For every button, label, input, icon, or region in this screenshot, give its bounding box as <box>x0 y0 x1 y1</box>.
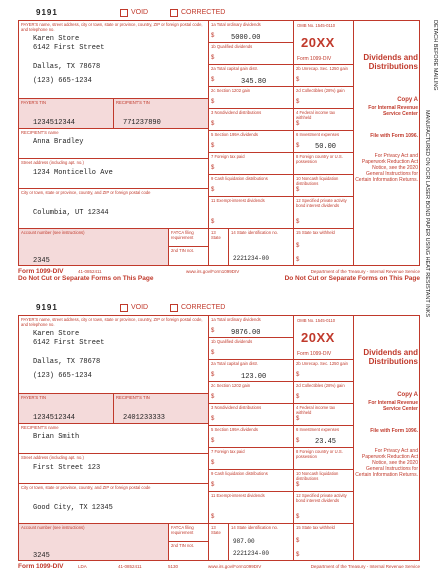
box-2b[interactable] <box>294 360 354 382</box>
payer-phone: (123) 665-1234 <box>33 77 92 85</box>
box-15-label: 15 State tax withheld <box>296 525 335 530</box>
dollar-sign: $ <box>211 438 215 444</box>
city-value: Columbia, UT 12344 <box>33 209 109 217</box>
dollar-sign: $ <box>211 394 215 400</box>
side-margin-text <box>422 10 442 570</box>
file-with: File with Form 1096. <box>370 133 418 139</box>
box-2d-label: 2d Collectibles (28%) gain <box>296 88 345 93</box>
void-checkbox[interactable] <box>120 304 128 312</box>
box-2d-label: 2d Collectibles (28%) gain <box>296 383 345 388</box>
form-name: Form 1099-DIV <box>297 351 332 357</box>
dollar-sign: $ <box>211 143 215 149</box>
box-3-label: 3 Nondividend distributions <box>211 110 262 115</box>
recipient-tin-value: 771237890 <box>123 119 161 127</box>
street-label: Street address (including apt. no.) <box>21 160 84 165</box>
footer-url: www.irs.gov/Form1099DIV <box>208 564 262 569</box>
dollar-sign: $ <box>296 394 300 400</box>
box-2c[interactable] <box>209 382 294 404</box>
footer-form: Form 1099-DIV <box>18 563 64 570</box>
recipient-tin-label: RECIPIENT'S TIN <box>116 395 150 400</box>
dollar-sign: $ <box>211 350 215 356</box>
box-2d[interactable] <box>294 87 354 109</box>
omb-number: OMB No. 1545-0110 <box>297 318 336 323</box>
box-1a-label: 1a Total ordinary dividends <box>211 317 261 322</box>
cut-notice-right: Do Not Cut or Separate Forms on This Page <box>284 275 420 282</box>
form-1099-div-first <box>6 8 420 280</box>
payer-phone: (123) 665-1234 <box>33 372 92 380</box>
box-2a-label: 2a Total capital gain distr. <box>211 66 258 71</box>
dollar-sign: $ <box>296 552 300 558</box>
form-grid <box>18 20 420 266</box>
box-1a-value: 5000.00 <box>231 34 261 42</box>
fatca-label: FATCA filing requirement <box>171 525 194 535</box>
box-5[interactable] <box>209 426 294 448</box>
box-11-label: 11 Exempt-interest dividends <box>211 198 265 203</box>
dollar-sign: $ <box>296 121 300 127</box>
dollar-sign: $ <box>296 372 300 378</box>
account-label: Account number (see instructions) <box>21 525 85 530</box>
box-5[interactable] <box>209 131 294 153</box>
tax-year: 20XX <box>301 35 335 50</box>
box-8[interactable] <box>294 153 354 175</box>
recipient-name: Brian Smith <box>33 433 80 441</box>
form-title: Dividends and Distributions <box>363 53 418 71</box>
dollar-sign: $ <box>211 165 215 171</box>
dollar-sign: $ <box>211 482 215 488</box>
dollar-sign: $ <box>211 328 215 334</box>
footer-num: 5130 <box>168 564 179 569</box>
box-7[interactable] <box>209 153 294 175</box>
tax-year: 20XX <box>301 330 335 345</box>
box-9-label: 9 Cash liquidation distributions <box>211 471 268 476</box>
account-value: 2345 <box>33 257 50 265</box>
void-checkbox[interactable] <box>120 9 128 17</box>
box-1a-value: 9876.00 <box>231 329 261 337</box>
dollar-sign: $ <box>296 438 300 444</box>
payer-label: PAYER'S name, street address, city or town, state or province, country, ZIP or foreign postal code, and telephone no. <box>21 22 203 32</box>
box-11[interactable] <box>209 492 294 524</box>
cut-notice-left: Do Not Cut or Separate Forms on This Page <box>18 275 154 282</box>
city-value: Good City, TX 12345 <box>33 504 113 512</box>
fatca-label: FATCA filing requirement <box>171 230 194 240</box>
payer-name: Karen Store <box>33 330 80 338</box>
box-14-label: 14 State identification no. <box>231 230 279 235</box>
box-12[interactable] <box>294 492 354 524</box>
dollar-sign: $ <box>296 187 300 193</box>
box-2b-label: 2b Unrecap. Sec. 1250 gain <box>296 361 348 366</box>
form-code: 9191 <box>36 8 58 17</box>
box-14-value: 2221234-00 <box>233 255 270 262</box>
box-9[interactable] <box>209 175 294 197</box>
dollar-sign: $ <box>211 416 215 422</box>
dollar-sign: $ <box>211 219 215 225</box>
box-1b-label: 1b Qualified dividends <box>211 339 253 344</box>
box-13[interactable] <box>209 524 229 561</box>
void-label: VOID <box>131 304 149 311</box>
street-value: 1234 Monticello Ave <box>33 169 113 177</box>
box-6-label: 6 Investment expenses <box>296 427 340 432</box>
omb-number: OMB No. 1545-0110 <box>297 23 336 28</box>
box-11-label: 11 Exempt-interest dividends <box>211 493 265 498</box>
box-2b-label: 2b Unrecap. Sec. 1250 gain <box>296 66 348 71</box>
payer-street: 6142 First Street <box>33 339 105 347</box>
dollar-sign: $ <box>211 187 215 193</box>
form-title: Dividends and Distributions <box>363 348 418 366</box>
manufactured-text: MANUFACTURED ON OCR LASER BOND PAPER USING HEAT RESISTANT INKS <box>424 110 430 317</box>
tin2-label: 2nd TIN not. <box>171 543 194 548</box>
recipient-name-label: RECIPIENT'S name <box>21 425 59 430</box>
dollar-sign: $ <box>211 514 215 520</box>
cut-notice-row <box>18 275 420 282</box>
tin2-box[interactable] <box>169 542 209 561</box>
box-8-label: 8 Foreign country or U.S. possession <box>296 154 343 164</box>
payer-city: Dallas, TX 78678 <box>33 63 101 71</box>
box-2a-label: 2a Total capital gain distr. <box>211 361 258 366</box>
footer-form: Form 1099-DIV <box>18 268 64 275</box>
box-4[interactable] <box>294 404 354 426</box>
recipient-tin-value: 2401233333 <box>123 414 166 422</box>
box-2c-label: 2c Section 1202 gain <box>211 383 251 388</box>
box-12-value: 987.00 <box>233 538 255 545</box>
account-value: 3245 <box>33 552 50 560</box>
dollar-sign: $ <box>211 77 215 83</box>
box-5-label: 5 Section 199A dividends <box>211 427 259 432</box>
dollar-sign: $ <box>296 514 300 520</box>
box-7-label: 7 Foreign tax paid <box>211 449 245 454</box>
box-12-label: 12 Specified private activity bond interest dividends <box>296 493 347 503</box>
recipient-name: Anna Bradley <box>33 138 84 146</box>
fatca-box[interactable] <box>169 229 209 247</box>
box-6-value: 23.45 <box>315 438 337 446</box>
dollar-sign: $ <box>296 143 300 149</box>
form-code: 9191 <box>36 303 58 312</box>
box-10[interactable] <box>294 175 354 197</box>
payer-city: Dallas, TX 78678 <box>33 358 101 366</box>
box-10[interactable] <box>294 470 354 492</box>
dollar-sign: $ <box>211 33 215 39</box>
dollar-sign: $ <box>296 77 300 83</box>
box-10-label: 10 Noncash liquidation distributions <box>296 176 339 186</box>
copy-a: Copy A <box>397 392 418 398</box>
corrected-checkbox[interactable] <box>170 304 178 312</box>
box-2c[interactable] <box>209 87 294 109</box>
footer-cat: 41-0852411 <box>118 564 142 569</box>
account-label: Account number (see instructions) <box>21 230 85 235</box>
tin2-label: 2nd TIN not. <box>171 248 194 253</box>
copy-for: For Internal Revenue Service Center <box>368 105 418 117</box>
footer-url: www.irs.gov/Form1099DIV <box>186 269 240 274</box>
box-12-label: 12 Specified private activity bond interest dividends <box>296 198 347 208</box>
box-7-label: 7 Foreign tax paid <box>211 154 245 159</box>
box-1b-label: 1b Qualified dividends <box>211 44 253 49</box>
box-3[interactable] <box>209 404 294 426</box>
box-10-label: 10 Noncash liquidation distributions <box>296 471 339 481</box>
box-9[interactable] <box>209 470 294 492</box>
box-6-label: 6 Investment expenses <box>296 132 340 137</box>
box-1a-label: 1a Total ordinary dividends <box>211 22 261 27</box>
box-2b[interactable] <box>294 65 354 87</box>
street-label: Street address (including apt. no.) <box>21 455 84 460</box>
corrected-label: CORRECTED <box>181 9 226 16</box>
form-1099-div-second <box>6 303 420 575</box>
box-2c-label: 2c Section 1202 gain <box>211 88 251 93</box>
box-11[interactable] <box>209 197 294 229</box>
box-13-label: 13 State <box>211 525 221 535</box>
box-4-label: 4 Federal income tax withheld <box>296 110 336 120</box>
box-13-label: 13 State <box>211 230 221 240</box>
box-2d[interactable] <box>294 382 354 404</box>
box-15[interactable] <box>294 524 354 561</box>
footer-lda: LDA <box>78 564 87 569</box>
copy-a: Copy A <box>397 97 418 103</box>
payer-box[interactable] <box>19 316 209 394</box>
footer-cat: 41-0852411 <box>78 269 102 274</box>
footer-dept: Department of the Treasury - Internal Revenue Service <box>310 269 420 274</box>
dollar-sign: $ <box>296 482 300 488</box>
box-4-label: 4 Federal income tax withheld <box>296 405 336 415</box>
box-1b[interactable] <box>209 43 294 65</box>
dollar-sign: $ <box>296 243 300 249</box>
tin2-box[interactable] <box>169 247 209 266</box>
dollar-sign: $ <box>296 257 300 263</box>
box-15-label: 15 State tax withheld <box>296 230 335 235</box>
dollar-sign: $ <box>211 55 215 61</box>
payer-box[interactable] <box>19 21 209 99</box>
dollar-sign: $ <box>296 219 300 225</box>
box-13[interactable] <box>209 229 229 266</box>
street-value: First Street 123 <box>33 464 101 472</box>
box-14-value: 2221234-00 <box>233 550 270 557</box>
detach-text: DETACH BEFORE MAILING <box>432 20 438 91</box>
form-grid <box>18 315 420 561</box>
corrected-checkbox[interactable] <box>170 9 178 17</box>
payer-tin-value: 1234512344 <box>33 119 76 127</box>
dollar-sign: $ <box>296 538 300 544</box>
fatca-box[interactable] <box>169 524 209 542</box>
footer-dept: Department of the Treasury - Internal Revenue Service <box>310 564 420 569</box>
box-9-label: 9 Cash liquidation distributions <box>211 176 268 181</box>
recipient-tin-label: RECIPIENT'S TIN <box>116 100 150 105</box>
box-8-label: 8 Foreign country or U.S. possession <box>296 449 343 459</box>
box-1b[interactable] <box>209 338 294 360</box>
payer-tin-label: PAYER'S TIN <box>21 100 46 105</box>
box-15[interactable] <box>294 229 354 266</box>
box-7[interactable] <box>209 448 294 470</box>
dollar-sign: $ <box>211 460 215 466</box>
box-5-label: 5 Section 199A dividends <box>211 132 259 137</box>
box-2a-value: 123.00 <box>241 373 267 381</box>
box-4[interactable] <box>294 109 354 131</box>
box-3-label: 3 Nondividend distributions <box>211 405 262 410</box>
privacy-notice: For Privacy Act and Paperwork Reduction Act Notice, see the 2020 General Instructions for Certain Information Returns. <box>355 448 418 478</box>
box-14-label: 14 State identification no. <box>231 525 279 530</box>
dollar-sign: $ <box>211 121 215 127</box>
box-3[interactable] <box>209 109 294 131</box>
privacy-notice: For Privacy Act and Paperwork Reduction Act Notice, see the 2020 General Instructions for Certain Information Returns. <box>355 153 418 183</box>
form-name: Form 1099-DIV <box>297 56 332 62</box>
dollar-sign: $ <box>296 99 300 105</box>
payer-tin-value: 1234512344 <box>33 414 76 422</box>
box-2a-value: 345.80 <box>241 78 267 86</box>
copy-for: For Internal Revenue Service Center <box>368 400 418 412</box>
dollar-sign: $ <box>211 99 215 105</box>
dollar-sign: $ <box>296 416 300 422</box>
box-6-value: 50.00 <box>315 143 337 151</box>
city-label: City or town, state or province, country, and ZIP or foreign postal code <box>21 190 151 195</box>
box-8[interactable] <box>294 448 354 470</box>
file-with: File with Form 1096. <box>370 428 418 434</box>
dollar-sign: $ <box>211 372 215 378</box>
box-12[interactable] <box>294 197 354 229</box>
corrected-label: CORRECTED <box>181 304 226 311</box>
void-label: VOID <box>131 9 149 16</box>
payer-name: Karen Store <box>33 35 80 43</box>
payer-label: PAYER'S name, street address, city or town, state or province, country, ZIP or foreign postal code, and telephone no. <box>21 317 203 327</box>
payer-tin-label: PAYER'S TIN <box>21 395 46 400</box>
recipient-name-label: RECIPIENT'S name <box>21 130 59 135</box>
payer-street: 6142 First Street <box>33 44 105 52</box>
city-label: City or town, state or province, country, and ZIP or foreign postal code <box>21 485 151 490</box>
